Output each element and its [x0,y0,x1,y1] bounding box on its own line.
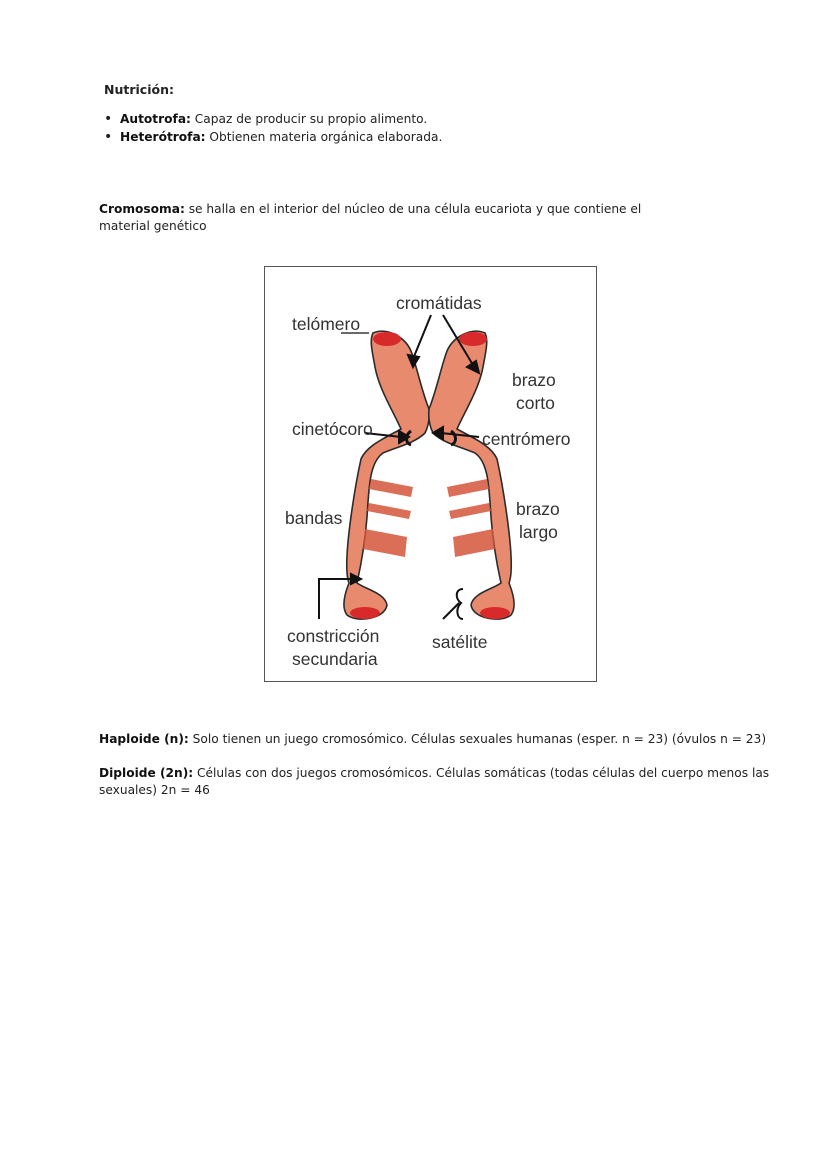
cromosoma-definition [99,201,641,235]
cromosoma-text-line1: se halla en el interior del núcleo de una célula eucariota y que contiene el [184,202,642,216]
term-heterotrofa: Heterótrofa: [120,130,206,144]
label-constriccion-2: secundaria [292,649,378,669]
label-brazo-largo-1: brazo [516,499,560,519]
chromatid-right [429,331,514,619]
label-brazo-largo-2: largo [519,522,558,542]
nutricion-list [103,110,442,146]
label-centromero: centrómero [482,429,571,449]
term-cromosoma: Cromosoma: [99,202,185,216]
definition-autotrofa: Capaz de producir su propio alimento. [190,112,428,126]
label-cinetocoro: cinetócoro [292,419,373,439]
haploide-text: Solo tienen un juego cromosómico. Células sexuales humanas (esper. n = 23) (óvulos n = 23) [188,732,767,746]
term-diploide: Diploide (2n): [99,766,194,780]
label-satelite: satélite [432,632,488,652]
diploide-text-line1: Células con dos juegos cromosómicos. Células somáticas (todas células del cuerpo menos las [193,766,770,780]
label-bandas: bandas [285,508,343,528]
diploide-text-line2: sexuales) 2n = 46 [99,783,210,797]
cromosoma-text-line2: material genético [99,219,207,233]
diploide-definition [99,765,769,799]
chromosome-figure [264,266,597,682]
telomere-bottom-right [480,607,510,619]
chromosome-diagram [265,267,598,683]
label-brazo-corto-1: brazo [512,370,556,390]
nutricion-heading: Nutrición: [104,82,174,97]
telomere-top-right [459,332,487,346]
label-telomero: telómero [292,314,361,334]
telomere-bottom-left [350,607,380,619]
term-haploide: Haploide (n): [99,732,189,746]
label-cromatidas: cromátidas [396,293,482,313]
chromatid-gap [403,447,455,568]
list-item-autotrofa [103,110,442,128]
label-brazo-corto-2: corto [516,393,555,413]
telomere-top-left [373,332,401,346]
label-constriccion-1: constricción [287,626,380,646]
haploide-definition [99,731,766,748]
term-autotrofa: Autotrofa: [120,112,191,126]
list-item-heterotrofa [103,128,442,146]
definition-heterotrofa: Obtienen materia orgánica elaborada. [205,130,443,144]
